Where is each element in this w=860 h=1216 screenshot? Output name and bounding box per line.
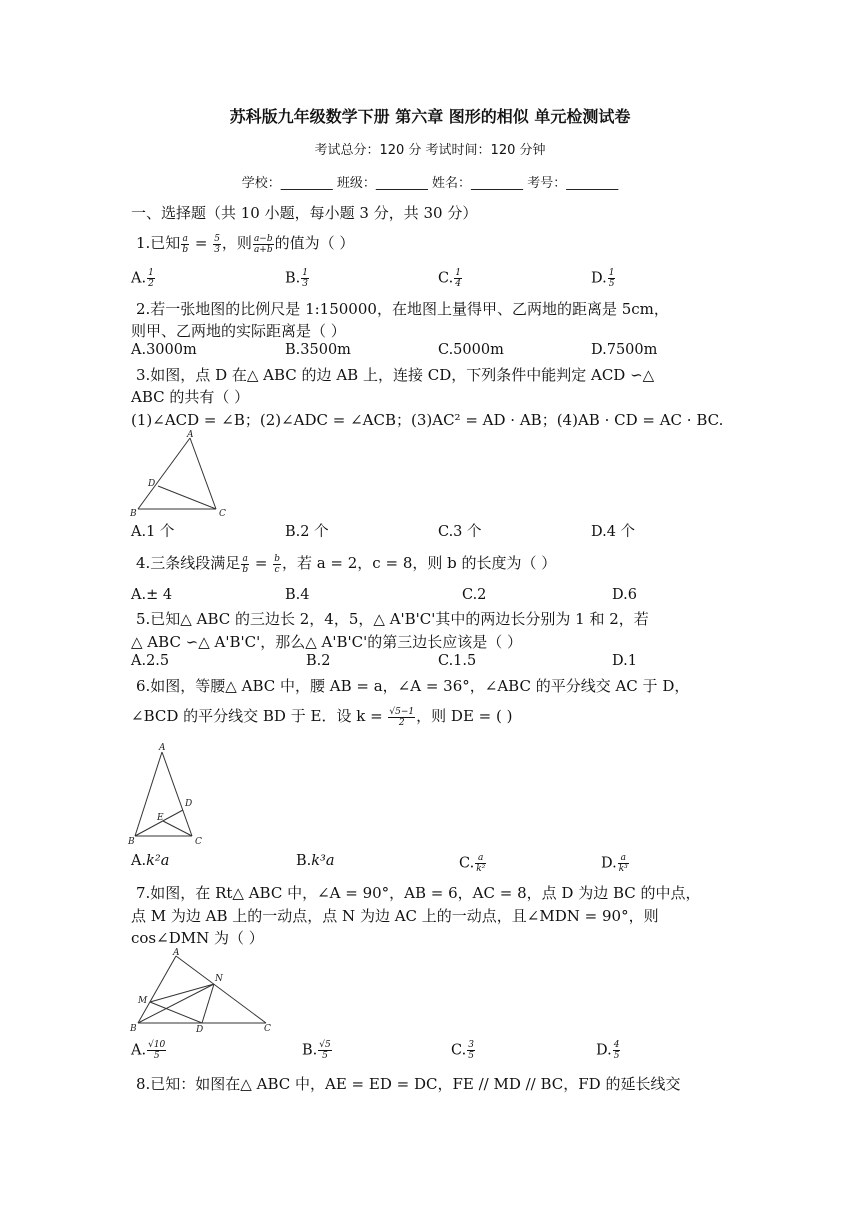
label-e: E bbox=[157, 813, 164, 823]
label-b: B bbox=[130, 509, 137, 519]
q6-option-c: C. $\frac{a}{\text{k²}}$ bbox=[459, 853, 486, 874]
label-a: A bbox=[173, 948, 180, 958]
edge-ab bbox=[138, 438, 190, 509]
q4-option-d: D.6 bbox=[612, 587, 637, 603]
label-a: A bbox=[159, 743, 166, 753]
segment-nd bbox=[202, 984, 214, 1023]
label-c: C bbox=[264, 1024, 271, 1034]
label-d: D bbox=[196, 1025, 204, 1035]
page-title: 苏科版九年级数学下册 第六章 图形的相似 单元检测试卷 bbox=[229, 107, 631, 126]
q7-option-d: D. $\frac{4}{5}$ bbox=[596, 1040, 620, 1061]
question-4: 4.三条线段满足 $\frac{a}{b}$ = $\frac{b}{c}$ ，若 a = 2，c = 8，则 b 的长度为（ ） bbox=[136, 553, 557, 575]
q7-option-b: B. $\frac{√5}{5}$ bbox=[302, 1040, 331, 1061]
q5-option-b: B.2 bbox=[306, 653, 331, 669]
q7-option-c: C. $\frac{3}{5}$ bbox=[451, 1040, 474, 1061]
question-7-line-3: cos∠DMN 为（ ） bbox=[131, 929, 264, 947]
q3-option-c: C.3 个 bbox=[438, 524, 482, 540]
question-2-line-1: 2.若一张地图的比例尺是 1:150000，在地图上量得甲、乙两地的距离是 5cm， bbox=[136, 300, 669, 318]
segment-mn bbox=[150, 984, 214, 1002]
q5-option-c: C.1.5 bbox=[438, 653, 477, 669]
q4-option-c: C.2 bbox=[462, 587, 487, 603]
q4-option-a: A.± 4 bbox=[131, 587, 173, 603]
q2-option-c: C.5000m bbox=[438, 342, 504, 358]
q6-option-b: B.k³a bbox=[296, 853, 335, 869]
label-c: C bbox=[195, 837, 202, 847]
question-7-line-1: 7.如图，在 Rt△ ABC 中，∠A = 90°，AB = 6，AC = 8，点 D 为边 BC 的中点， bbox=[136, 884, 701, 902]
question-3-line-2: ABC 的共有（ ） bbox=[131, 388, 250, 406]
segment-cd bbox=[158, 486, 216, 509]
label-a: A bbox=[187, 430, 194, 440]
label-b: B bbox=[130, 1024, 137, 1034]
label-b: B bbox=[128, 837, 135, 847]
q3-option-a: A.1 个 bbox=[131, 524, 175, 540]
question-8-line-1: 8.已知：如图在△ ABC 中，AE = ED = DC，FE // MD // BC，FD 的延长线交 bbox=[136, 1075, 681, 1093]
q2-option-a: A.3000m bbox=[131, 342, 197, 358]
q1-option-a: A. $\frac{1}{2}$ bbox=[131, 268, 154, 289]
q5-option-d: D.1 bbox=[612, 653, 637, 669]
q3-triangle-figure bbox=[128, 428, 238, 520]
q2-option-d: D.7500m bbox=[591, 342, 658, 358]
q7-option-a: A. $\frac{√10}{5}$ bbox=[131, 1040, 166, 1061]
q4-option-b: B.4 bbox=[285, 587, 310, 603]
exam-info: 考试总分：120 分 考试时间：120 分钟 bbox=[314, 143, 546, 158]
label-d: D bbox=[148, 479, 156, 489]
label-n: N bbox=[215, 974, 223, 984]
q5-option-a: A.2.5 bbox=[131, 653, 170, 669]
q1-option-b: B. $\frac{1}{3}$ bbox=[285, 268, 308, 289]
question-1: 1.已知 $\frac{a}{b}$ = $\frac{5}{3}$ ，则 $\frac{a-b}{a+b}$ 的值为（ ） bbox=[136, 233, 355, 255]
question-7-line-2: 点 M 为边 AB 上的一动点，点 N 为边 AC 上的一动点，且∠MDN = 90°，则 bbox=[131, 907, 659, 925]
question-6-line-2: ∠BCD 的平分线交 BD 于 E．设 k = $\frac{√5-1}{2}$ ，则 DE = ( ) bbox=[131, 706, 513, 728]
label-c: C bbox=[219, 509, 226, 519]
q6-triangle-figure bbox=[125, 740, 215, 850]
q7-triangle-figure bbox=[128, 946, 276, 1036]
question-6-line-1: 6.如图，等腰△ ABC 中，腰 AB = a，∠A = 36°，∠ABC 的平分线交 AC 于 D， bbox=[136, 677, 690, 695]
section-heading: 一、选择题（共 10 小题，每小题 3 分，共 30 分） bbox=[131, 204, 478, 222]
question-2-line-2: 则甲、乙两地的实际距离是（ ） bbox=[131, 322, 346, 340]
edge-ac bbox=[162, 752, 192, 836]
school-line: 学校：________ 班级：________ 姓名：________ 考号：________ bbox=[241, 176, 619, 191]
q1-option-c: C. $\frac{1}{4}$ bbox=[438, 268, 461, 289]
edge-ac bbox=[176, 956, 266, 1023]
q6-option-d: D. $\frac{a}{\text{k³}}$ bbox=[601, 853, 628, 874]
q2-option-b: B.3500m bbox=[285, 342, 351, 358]
q3-option-b: B.2 个 bbox=[285, 524, 329, 540]
q6-option-a: A.k²a bbox=[131, 853, 170, 869]
q1-option-d: D. $\frac{1}{5}$ bbox=[591, 268, 615, 289]
q3-option-d: D.4 个 bbox=[591, 524, 636, 540]
edge-ac bbox=[190, 438, 216, 509]
question-5-line-1: 5.已知△ ABC 的三边长 2，4，5，△ A'B'C'其中的两边长分别为 1 和 2，若 bbox=[136, 610, 649, 628]
question-3-line-1: 3.如图，点 D 在△ ABC 的边 AB 上，连接 CD，下列条件中能判定 ACD ∽△ bbox=[136, 366, 655, 384]
label-m: M bbox=[138, 996, 148, 1006]
question-5-line-2: △ ABC ∽△ A'B'C'，那么△ A'B'C'的第三边长应该是（ ） bbox=[131, 633, 523, 651]
label-d: D bbox=[185, 799, 193, 809]
question-3-conditions: (1)∠ACD = ∠B；(2)∠ADC = ∠ACB；(3)AC² = AD · AB；(4)AB · CD = AC · BC. bbox=[131, 411, 724, 429]
